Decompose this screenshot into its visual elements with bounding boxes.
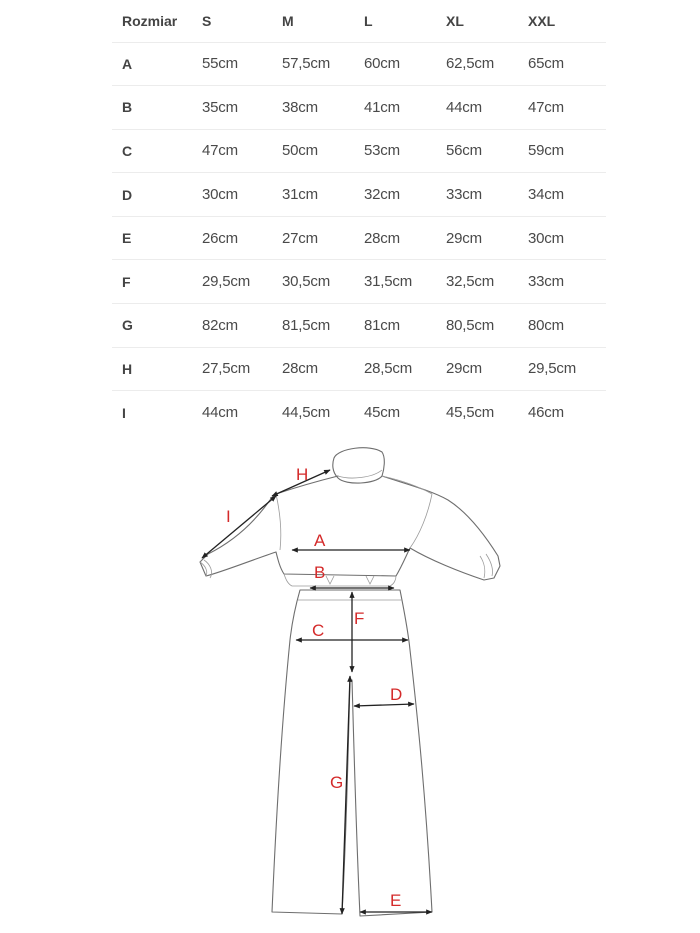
table-cell: 30,5cm <box>282 273 330 291</box>
table-cell: 41cm <box>364 98 400 116</box>
table-cell: 80,5cm <box>446 316 494 334</box>
row-label: E <box>122 230 132 247</box>
label-f: F <box>354 609 365 628</box>
row-label: F <box>122 273 131 290</box>
table-cell: 34cm <box>528 186 564 204</box>
table-row <box>112 216 606 260</box>
header-m: M <box>282 12 294 29</box>
right-sleeve-seam <box>410 494 432 548</box>
header-size: Rozmiar <box>122 12 178 29</box>
table-cell: 31cm <box>282 186 318 204</box>
table-cell: 47cm <box>202 142 238 160</box>
header-xxl: XXL <box>528 12 556 29</box>
table-row <box>112 129 606 173</box>
table-body <box>112 42 606 434</box>
size-chart-table <box>112 0 606 434</box>
table-cell: 82cm <box>202 316 238 334</box>
right-cuff <box>480 554 493 578</box>
header-s: S <box>202 12 212 29</box>
table-row <box>112 347 606 391</box>
table-row <box>112 391 606 435</box>
label-e: E <box>390 891 402 910</box>
table-cell: 45cm <box>364 404 400 422</box>
top-body <box>200 476 500 580</box>
row-label: H <box>122 360 133 377</box>
measurement-labels <box>226 465 402 910</box>
table-cell: 29,5cm <box>528 360 576 378</box>
table-cell: 28cm <box>364 229 400 247</box>
table-cell: 62,5cm <box>446 55 494 73</box>
header-xl: XL <box>446 12 464 29</box>
table-cell: 56cm <box>446 142 482 160</box>
table-cell: 65cm <box>528 55 564 73</box>
row-label: A <box>122 55 133 72</box>
table-cell: 44cm <box>446 98 482 116</box>
measure-line-d <box>354 704 414 706</box>
table-cell: 32cm <box>364 186 400 204</box>
table-cell: 29,5cm <box>202 273 250 291</box>
table-cell: 47cm <box>528 98 564 116</box>
label-a: A <box>314 531 326 550</box>
table-cell: 46cm <box>528 404 564 422</box>
table-cell: 33cm <box>528 273 564 291</box>
table-cell: 33cm <box>446 186 482 204</box>
table-cell: 45,5cm <box>446 404 494 422</box>
table-cell: 80cm <box>528 316 564 334</box>
collar-inner-line <box>338 470 382 478</box>
table-cell: 31,5cm <box>364 273 412 291</box>
table-row <box>112 304 606 348</box>
label-d: D <box>390 685 403 704</box>
table-cell: 57,5cm <box>282 55 330 73</box>
top-pleat-marks <box>326 576 374 584</box>
label-i: I <box>226 507 231 526</box>
table-row <box>112 173 606 217</box>
table-cell: 81,5cm <box>282 316 330 334</box>
jumpsuit-measurement-diagram <box>0 440 700 933</box>
table-cell: 35cm <box>202 98 238 116</box>
label-c: C <box>312 621 325 640</box>
table-cell: 30cm <box>528 229 564 247</box>
table-row <box>112 86 606 130</box>
row-label: G <box>122 317 133 334</box>
table-cell: 60cm <box>364 55 400 73</box>
table-cell: 44,5cm <box>282 404 330 422</box>
row-label: B <box>122 99 133 116</box>
label-g: G <box>330 773 344 792</box>
table-cell: 59cm <box>528 142 564 160</box>
table-cell: 55cm <box>202 55 238 73</box>
table-cell: 44cm <box>202 404 238 422</box>
table-header-row <box>112 0 606 42</box>
table-cell: 28,5cm <box>364 360 412 378</box>
row-label: C <box>122 142 133 159</box>
table-row <box>112 42 606 86</box>
header-l: L <box>364 12 373 29</box>
table-cell: 27cm <box>282 229 318 247</box>
measure-line-i <box>202 496 276 558</box>
table-cell: 27,5cm <box>202 360 250 378</box>
table-cell: 38cm <box>282 98 318 116</box>
table-cell: 50cm <box>282 142 318 160</box>
label-b: B <box>314 563 326 582</box>
table-row <box>112 260 606 304</box>
table-cell: 26cm <box>202 229 238 247</box>
table-cell: 28cm <box>282 360 318 378</box>
measure-line-g <box>342 676 350 914</box>
table-cell: 53cm <box>364 142 400 160</box>
table-cell: 81cm <box>364 316 400 334</box>
left-sleeve-seam <box>276 494 281 550</box>
table-cell: 32,5cm <box>446 273 494 291</box>
row-label: I <box>122 404 126 421</box>
table-cell: 29cm <box>446 229 482 247</box>
table-cell: 30cm <box>202 186 238 204</box>
row-label: D <box>122 186 133 203</box>
table-cell: 29cm <box>446 360 482 378</box>
label-h: H <box>296 465 309 484</box>
